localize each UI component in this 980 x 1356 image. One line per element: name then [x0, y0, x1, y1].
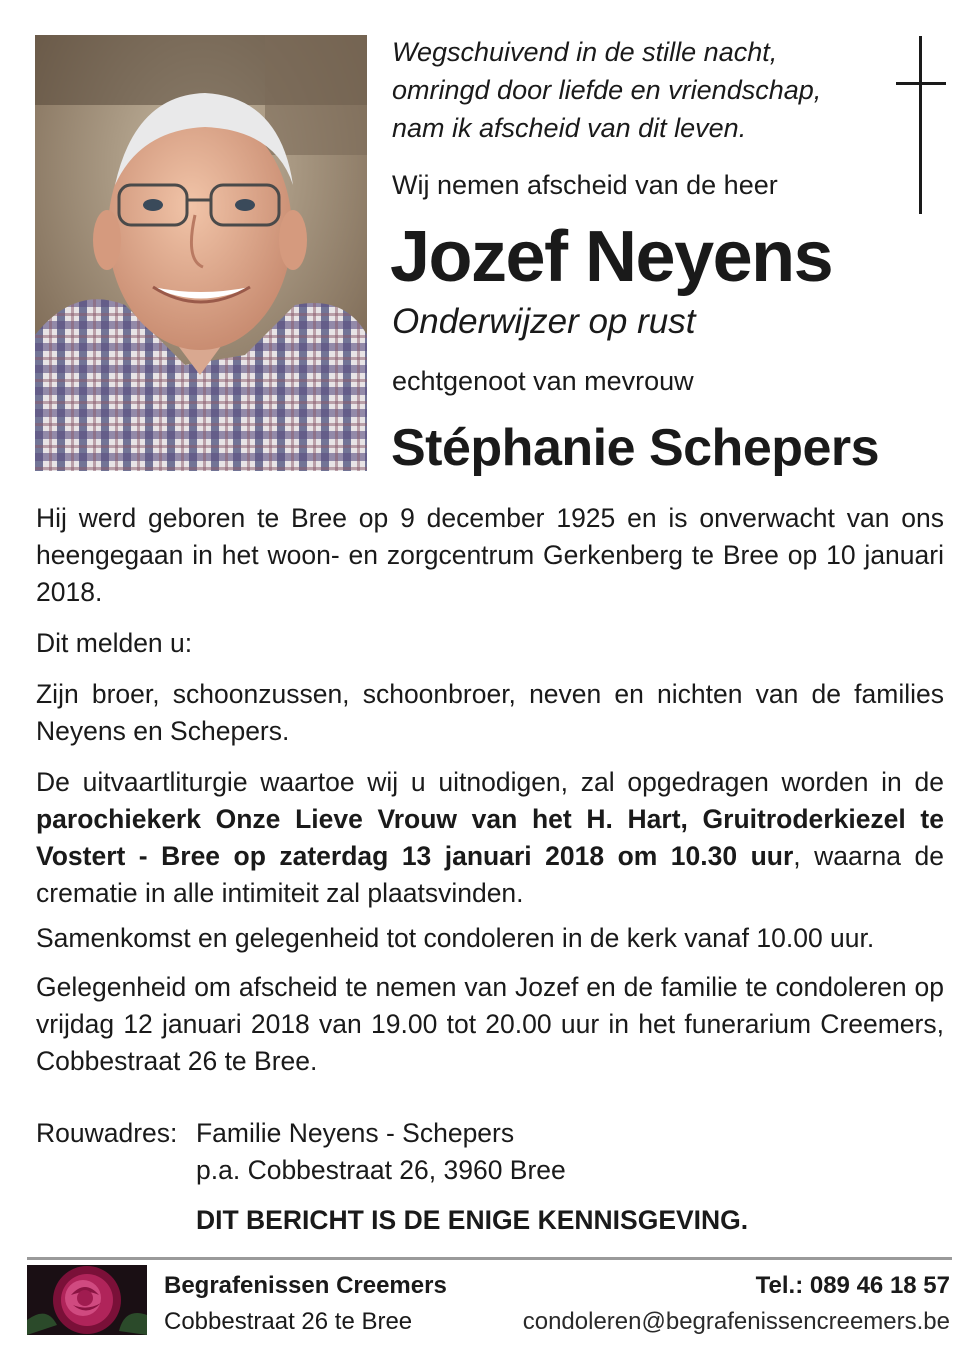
announcement-intro: Wij nemen afscheid van de heer	[392, 170, 778, 200]
funeral-home-phone: Tel.: 089 46 18 57	[755, 1272, 950, 1299]
address-line-2: p.a. Cobbestraat 26, 3960 Bree	[196, 1155, 566, 1185]
liturgy-pre: De uitvaartliturgie waartoe wij u uitnodigen, zal opgedragen worden in de	[36, 767, 944, 797]
birth-paragraph: Hij werd geboren te Bree op 9 december 1925 en is onverwacht van ons heengegaan in het woon- en zorgcentrum Gerkenberg te Bree op 10 januari 2018.	[36, 503, 944, 607]
poem	[392, 33, 892, 147]
poem-line: omringd door liefde en vriendschap,	[392, 75, 822, 105]
spouse-name: Stéphanie Schepers	[391, 419, 880, 477]
poem-line: nam ik afscheid van dit leven.	[392, 113, 747, 143]
footer-divider	[27, 1257, 952, 1260]
funeral-home-name: Begrafenissen Creemers	[164, 1272, 447, 1299]
liturgy-details: parochiekerk Onze Lieve Vrouw van het H. Hart, Gruitroderkiezel te Vostert - Bree op zaterdag 13 januari 2018 om 10.30 uur	[36, 804, 944, 871]
deceased-name: Jozef Neyens	[390, 217, 833, 297]
liturgy-post: , waarna de crematie in alle intimiteit zal plaatsvinden.	[36, 841, 944, 908]
address-line-1: Familie Neyens - Schepers	[196, 1118, 515, 1148]
rose-logo	[27, 1265, 147, 1335]
visitation-paragraph: Gelegenheid om afscheid te nemen van Jozef en de familie te condoleren op vrijdag 12 januari 2018 van 19.00 tot 20.00 uur in het funerarium Creemers, Cobbestraat 26 te Bree.	[36, 972, 944, 1076]
sole-notice: DIT BERICHT IS DE ENIGE KENNISGEVING.	[196, 1205, 749, 1235]
family-paragraph: Zijn broer, schoonzussen, schoonbroer, neven en nichten van de families Neyens en Schepers.	[36, 679, 944, 746]
funeral-home-email[interactable]: condoleren@begrafenissencreemers.be	[522, 1308, 950, 1335]
portrait-photo	[35, 35, 367, 471]
funeral-home-address: Cobbestraat 26 te Bree	[164, 1308, 413, 1335]
poem-line: Wegschuivend in de stille nacht,	[392, 37, 778, 67]
gathering-paragraph: Samenkomst en gelegenheid tot condoleren in de kerk vanaf 10.00 uur.	[36, 923, 875, 953]
announcement-body	[36, 500, 944, 1080]
cross-icon	[896, 36, 946, 214]
occupation: Onderwijzer op rust	[392, 302, 696, 341]
spouse-intro: echtgenoot van mevrouw	[392, 366, 694, 396]
address-label: Rouwadres:	[36, 1118, 178, 1148]
liturgy-paragraph	[36, 764, 944, 912]
announce-line: Dit melden u:	[36, 628, 193, 658]
